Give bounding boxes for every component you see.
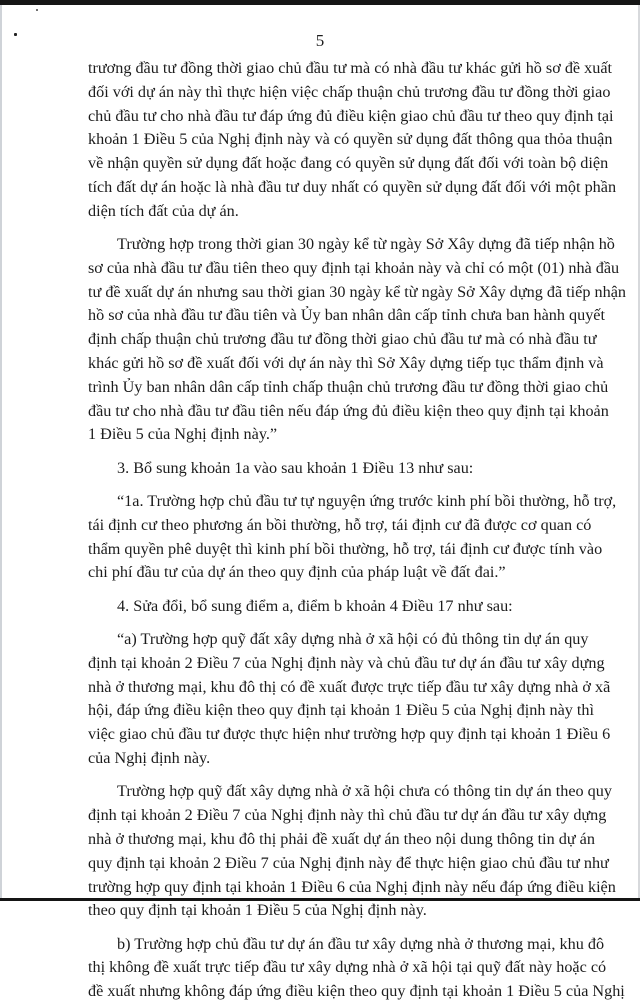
text-line: quy định tại khoản 2 Điều 7 của Nghị định này để thực hiện giao chủ đầu tư như xyxy=(88,853,609,872)
paragraph xyxy=(88,933,625,1004)
text-line: “a) Trường hợp quỹ đất xây dựng nhà ở xã hội có đủ thông tin dự án quy xyxy=(117,630,589,649)
text-line: nhà ở thương mại, khu đô thị có đề xuất được trực tiếp đầu tư xây dựng nhà ở xã xyxy=(88,677,611,696)
text-line: trình Ủy ban nhân dân cấp tỉnh chấp thuận chủ trương đầu tư đồng thời giao chủ xyxy=(88,377,609,396)
text-line: đầu tư cho nhà đầu tư đầu tiên nếu đáp ứng đủ điều kiện theo quy định tại khoản xyxy=(88,401,609,420)
text-line: Trường hợp trong thời gian 30 ngày kể từ ngày Sở Xây dựng đã tiếp nhận hồ xyxy=(117,235,615,254)
text-line: việc giao chủ đầu tư được thực hiện như trường hợp quy định tại khoản 1 Điều 6 xyxy=(88,725,611,744)
text-line: định chấp thuận chủ trương đầu tư đồng thời giao chủ đầu tư mà có nhà đầu tư xyxy=(88,330,597,349)
text-line: Trường hợp quỹ đất xây dựng nhà ở xã hội chưa có thông tin dự án theo quy xyxy=(117,782,612,801)
paragraph xyxy=(88,233,626,447)
text-line: thị không đề xuất trực tiếp đầu tư xây dựng nhà ở xã hội tại quỹ đất này hoặc có xyxy=(88,958,607,977)
text-line: về nhận quyền sử dụng đất hoặc đang có quyền sử dụng đất đối với toàn bộ diện xyxy=(88,154,609,173)
text-line: tư đề xuất dự án nhưng sau thời gian 30 ngày kể từ ngày Sở Xây dựng đã tiếp nhận xyxy=(88,282,626,301)
scan-left-edge xyxy=(0,5,2,898)
paragraph-gap xyxy=(88,923,556,933)
text-line: khác gửi hồ sơ đề xuất đối với dự án này thì Sở Xây dựng tiếp tục thẩm định và xyxy=(88,354,604,373)
text-line: chi phí đầu tư của dự án theo quy định của pháp luật về đất đai.” xyxy=(88,563,506,582)
document-body xyxy=(88,57,626,1004)
text-line: trương đầu tư đồng thời giao chủ đầu tư mà có nhà đầu tư khác gửi hồ sơ đề xuất xyxy=(88,59,613,77)
paragraph xyxy=(88,628,611,771)
text-line: sơ của nhà đầu tư đầu tiên theo quy định tại khoản này và chỉ có một (01) nhà đầu xyxy=(88,258,620,277)
text-line: đề xuất nhưng không đáp ứng điều kiện theo quy định tại khoản 1 Điều 5 của Nghị xyxy=(88,982,625,1001)
text-line: theo quy định tại khoản 1 Điều 5 của Nghị định này. xyxy=(88,901,427,920)
scan-top-border xyxy=(0,0,640,5)
text-line: định tại khoản 2 Điều 7 của Nghị định này thì chủ đầu tư dự án đầu tư xây dựng xyxy=(88,806,607,825)
paragraph xyxy=(88,595,556,619)
paragraph-gap xyxy=(88,619,556,629)
text-line: định tại khoản 2 Điều 7 của Nghị định này và chủ đầu tư dự án đầu tư xây dựng xyxy=(88,653,605,672)
paragraph xyxy=(88,490,617,585)
text-line: khoản 1 Điều 5 của Nghị định này và có quyền sử dụng đất thông qua thỏa thuận xyxy=(88,130,613,149)
paragraph-gap xyxy=(88,481,556,491)
text-line: “1a. Trường hợp chủ đầu tư tự nguyện ứng trước kinh phí bồi thường, hỗ trợ, xyxy=(117,492,617,511)
text-line: diện tích đất của dự án. xyxy=(88,201,239,220)
page-number: 5 xyxy=(315,31,325,50)
scan-speck xyxy=(36,9,38,11)
paragraph xyxy=(88,457,556,481)
paragraph-gap xyxy=(88,224,556,234)
text-line: 3. Bổ sung khoản 1a vào sau khoản 1 Điều 13 như sau: xyxy=(117,458,474,477)
paragraph-gap xyxy=(88,771,556,781)
text-line: b) Trường hợp chủ đầu tư dự án đầu tư xây dựng nhà ở thương mại, khu đô xyxy=(117,934,605,953)
text-line: tái định cư theo phương án bồi thường, hỗ trợ, tái định cư đã được cơ quan có xyxy=(88,515,592,534)
text-line: chủ đầu tư cho nhà đầu tư đáp ứng đủ điều kiện giao chủ đầu tư theo quy định tại xyxy=(88,106,614,125)
text-line: thẩm quyền phê duyệt thì kinh phí bồi thường, hỗ trợ, tái định cư được tính vào xyxy=(88,539,603,558)
text-line: nhà ở thương mại, khu đô thị phải đề xuất dự án theo nội dung thông tin dự án xyxy=(88,829,595,848)
text-line: của Nghị định này. xyxy=(88,749,211,768)
paragraph xyxy=(88,780,616,923)
text-line: hồ sơ của nhà đầu tư đầu tiên và Ủy ban nhân dân cấp tỉnh chưa ban hành quyết xyxy=(88,306,605,325)
paragraph-gap xyxy=(88,447,556,457)
text-line: trường hợp quy định tại khoản 1 Điều 6 của Nghị định này nếu đáp ứng điều kiện xyxy=(88,877,616,896)
text-line: 4. Sửa đổi, bổ sung điểm a, điểm b khoản 4 Điều 17 như sau: xyxy=(117,596,513,615)
text-line: tích đất dự án hoặc là nhà đầu tư duy nhất có quyền sử dụng đất đối với một phần xyxy=(88,177,617,196)
text-line: 1 Điều 5 của Nghị định này.” xyxy=(88,425,278,444)
paragraph-gap xyxy=(88,585,556,595)
text-line: đối với dự án này thì thực hiện việc chấp thuận chủ trương đầu tư đồng thời giao xyxy=(88,82,611,101)
paragraph xyxy=(88,57,617,224)
text-line: hội, đáp ứng điều kiện theo quy định tại khoản 1 Điều 5 của Nghị định này thì xyxy=(88,701,595,720)
